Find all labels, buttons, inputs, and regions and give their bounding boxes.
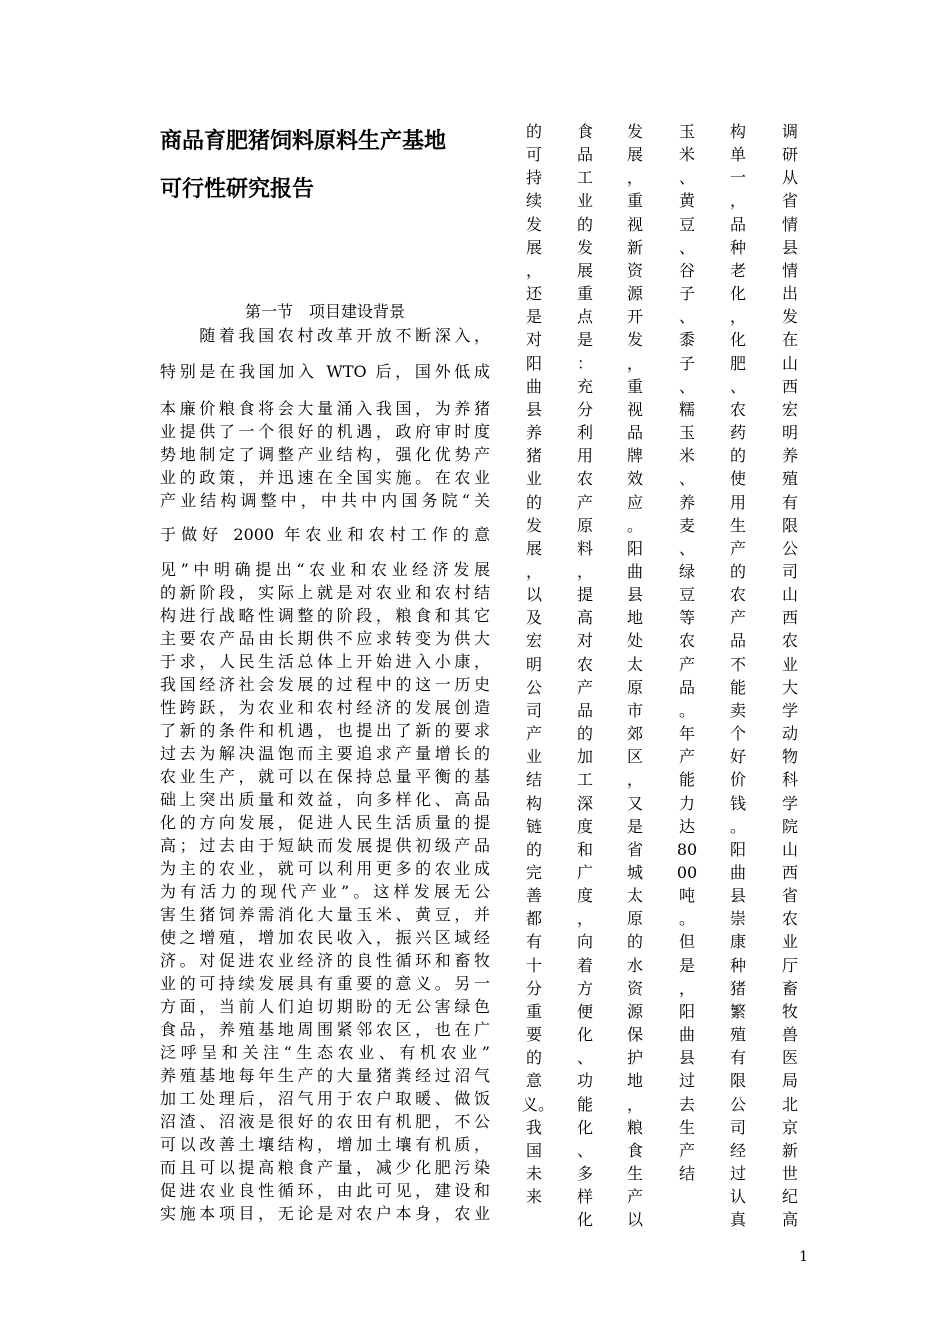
body-text-line: 食品，养殖基地周围紧邻农区，也在广 [160, 1020, 490, 1039]
body-text-line: 业的政策，并迅速在全国实施。在农业 [160, 468, 490, 487]
body-text-block-2 [160, 360, 490, 383]
vertical-text-column-4: 玉米、黄豆、谷子、黍子、糯玉米、养麦、绿豆等农产品。年产能力达8000吨。但是，阳曲县过去生产结 [676, 122, 698, 1184]
body-text-line: 实施本项目，无论是对农户本身，农业 [160, 1204, 490, 1223]
body-text-line: 养殖基地每年生产的大量猪粪经过沼气 [160, 1066, 490, 1085]
body-text-line: 沼渣、沼液是很好的农田有机肥，不公 [160, 1112, 490, 1131]
vertical-text-column-6: 调研从省情县情出发在山西宏明养殖有限公司山西农业大学动物科学院山西省农业厅畜牧兽医局北京新世纪高 [781, 122, 798, 1230]
body-text-line: 构进行战略性调整的阶段，粮食和其它 [160, 606, 490, 625]
body-text-line: 于求，人民生活总体上开始进入小康， [160, 652, 490, 671]
body-text-line: 于做好 2000 年农业和农村工作的意 [160, 525, 490, 544]
body-text-line: 随着我国农村改革开放不断深入， [160, 326, 490, 345]
body-text-block-1 [160, 324, 490, 347]
body-text-line: 为主的农业，就可以利用更多的农业成 [160, 859, 490, 878]
body-text-line: 特别是在我国加入 WTO 后，国外低成 [160, 362, 490, 381]
body-text-line: 势地制定了调整产业结构，强化优势产 [160, 445, 490, 464]
body-text-line: 性跨跃，为农业和农村经济的发展创造 [160, 698, 490, 717]
body-text-line: 础上突出质量和效益，向多样化、高品 [160, 790, 490, 809]
body-text-line: 产业结构调整中，中共中内国务院“关 [160, 491, 490, 510]
body-text-line: 业提供了一个很好的机遇，政府审时度 [160, 422, 490, 441]
body-text-line: 过去为解决温饱而主要追求产量增长的 [160, 744, 490, 763]
page-number: 1 [799, 1249, 808, 1265]
body-text-line: 本廉价粮食将会大量涌入我国，为养猪 [160, 399, 490, 418]
body-text-line: 见”中明确提出“农业和农业经济发展 [160, 560, 490, 579]
document-title-line-2: 可行性研究报告 [160, 177, 315, 202]
body-text-block-5 [160, 558, 490, 1225]
body-text-line: 我国经济社会发展的过程中的这一历史 [160, 675, 490, 694]
vertical-text-column-2: 食品工业的发展重点是：充分利用农产原料，提高对农产品的加工深度和广度，向着方便化、功能化、多样化 [576, 122, 593, 1230]
body-text-line: 了新的条件和机遇，也提出了新的要求 [160, 721, 490, 740]
body-text-line: 高；过去由于短缺而发展提供初级产品 [160, 836, 490, 855]
body-text-line: 泛呼呈和关注“生态农业、有机农业” [160, 1043, 490, 1062]
vertical-text-column-3: 发展，重视新资源开发，重视品牌效应。阳曲县地处太原市郊区，又是省城太原的水资源保护地，粮食生产以 [626, 122, 643, 1230]
body-text-line: 可以改善土壤结构，增加土壤有机质， [160, 1135, 490, 1154]
body-text-line: 而且可以提高粮食产量，减少化肥污染 [160, 1158, 490, 1177]
document-title-line-1: 商品育肥猪饲料原料生产基地 [160, 129, 447, 154]
vertical-text-column-1: 的可持续发展，还是对阳曲县养猪业的发展，以及宏明公司产业结构链的完善都有十分重要的意义。 我国未来 [521, 122, 563, 1207]
body-text-line: 业的可持续发展具有重要的意义。另一 [160, 974, 490, 993]
body-text-line: 化的方向发展，促进人民生活质量的提 [160, 813, 490, 832]
body-text-line: 加工处理后，沼气用于农户取暖、做饭 [160, 1089, 490, 1108]
body-text-line: 方面，当前人们迫切期盼的无公害绿色 [160, 997, 490, 1016]
body-text-line: 的新阶段，实际上就是对农业和农村结 [160, 583, 490, 602]
body-text-line: 主要农产品由长期供不应求转变为供大 [160, 629, 490, 648]
section-heading: 第一节 项目建设背景 [244, 302, 405, 321]
body-text-line: 济。对促进农业经济的良性循环和畜牧 [160, 951, 490, 970]
body-text-line: 使之增殖，增加农民收入，振兴区域经 [160, 928, 490, 947]
body-text-line: 农业生产，就可以在保持总量平衡的基 [160, 767, 490, 786]
body-text-line: 为有活力的现代产业”。这样发展无公 [160, 882, 490, 901]
body-text-block-3 [160, 397, 490, 512]
body-text-block-4 [160, 523, 490, 546]
body-text-line: 害生猪饲养需消化大量玉米、黄豆，并 [160, 905, 490, 924]
body-text-line: 促进农业良性循环，由此可见，建设和 [160, 1181, 490, 1200]
vertical-text-column-5: 构单一，品种老化，化肥、农药的使用生产的农产品不能卖个好价钱。阳曲县崇康种猪繁殖有限公司经过认真 [729, 122, 746, 1230]
